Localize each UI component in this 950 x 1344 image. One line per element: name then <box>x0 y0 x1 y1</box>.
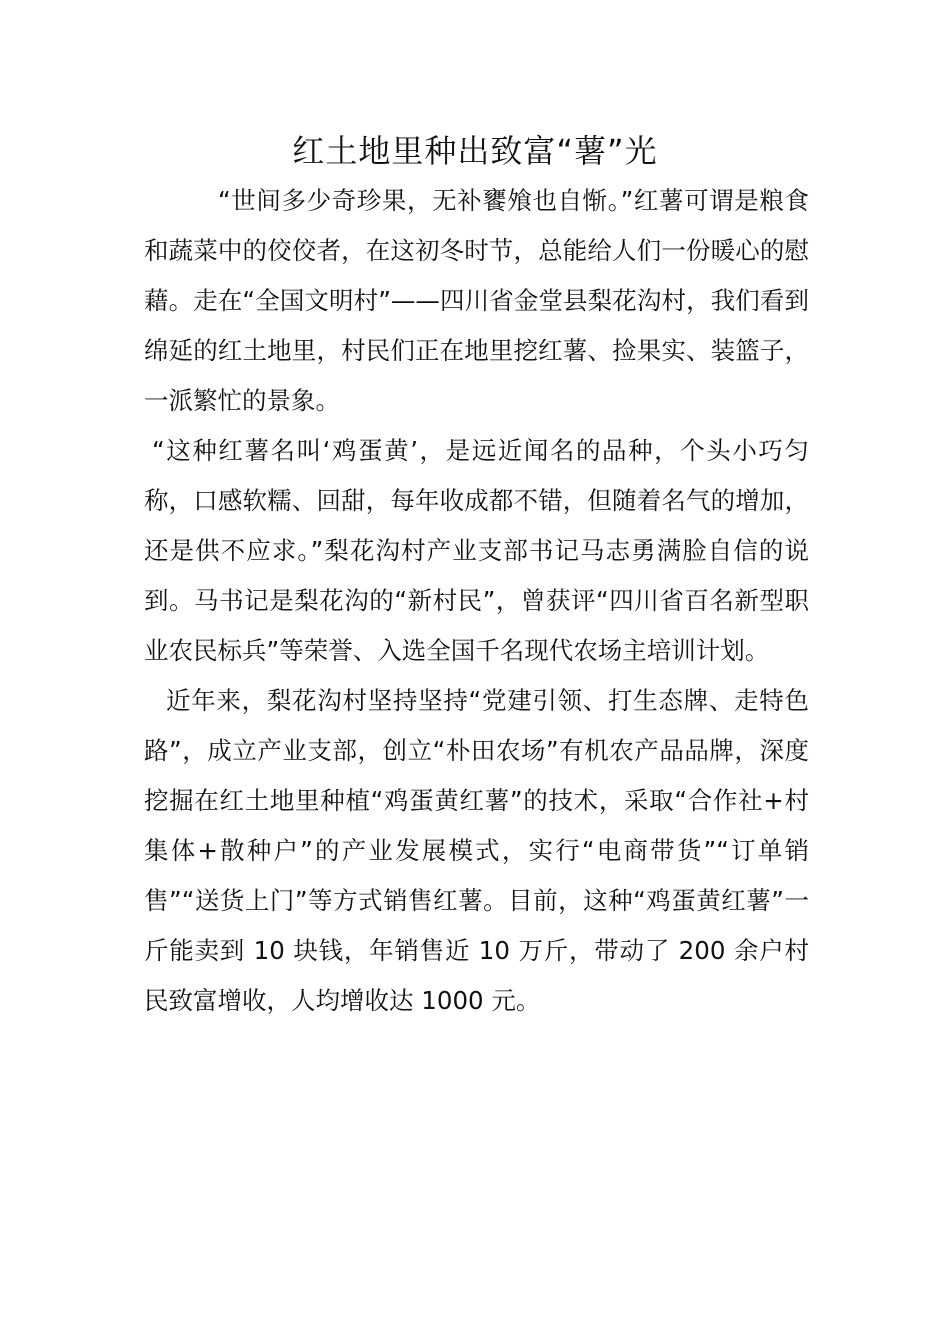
document-title: 红土地里种出致富“薯”光 <box>292 132 658 170</box>
paragraph-intro: “世间多少奇珍果，无补饔飧也自惭。”红薯可谓是粮食和蔬菜中的佼佼者，在这初冬时节，总能给人们一份暖心的慰藉。走在“全国文明村”——四川省金堂县梨花沟村，我们看到绵延的红土地里，村民们正在地里挖红薯、捡果实、装篮子，一派繁忙的景象。 <box>144 186 809 415</box>
document-body <box>144 176 809 1026</box>
paragraph-development: 近年来，梨花沟村坚持坚持“党建引领、打生态牌、走特色路”，成立产业支部，创立“朴田农场”有机农产品品牌，深度挖掘在红土地里种植“鸡蛋黄红薯”的技术，采取“合作社+村集体+散种户”的产业发展模式，实行“电商带货”“订单销售”“送货上门”等方式销售红薯。目前，这种“鸡蛋黄红薯”一斤能卖到 10 块钱，年销售近 10 万斤，带动了 200 余户村民致富增收，人均增收达 1000 元。 <box>144 686 809 1015</box>
paragraph-quote: “这种红薯名叫‘鸡蛋黄’，是远近闻名的品种，个头小巧匀称，口感软糯、回甜，每年收成都不错，但随着名气的增加，还是供不应求。”梨花沟村产业支部书记马志勇满脸自信的说到。马书记是梨花沟的“新村民”，曾获评“四川省百名新型职业农民标兵”等荣誉、入选全国千名现代农场主培训计划。 <box>144 436 809 665</box>
